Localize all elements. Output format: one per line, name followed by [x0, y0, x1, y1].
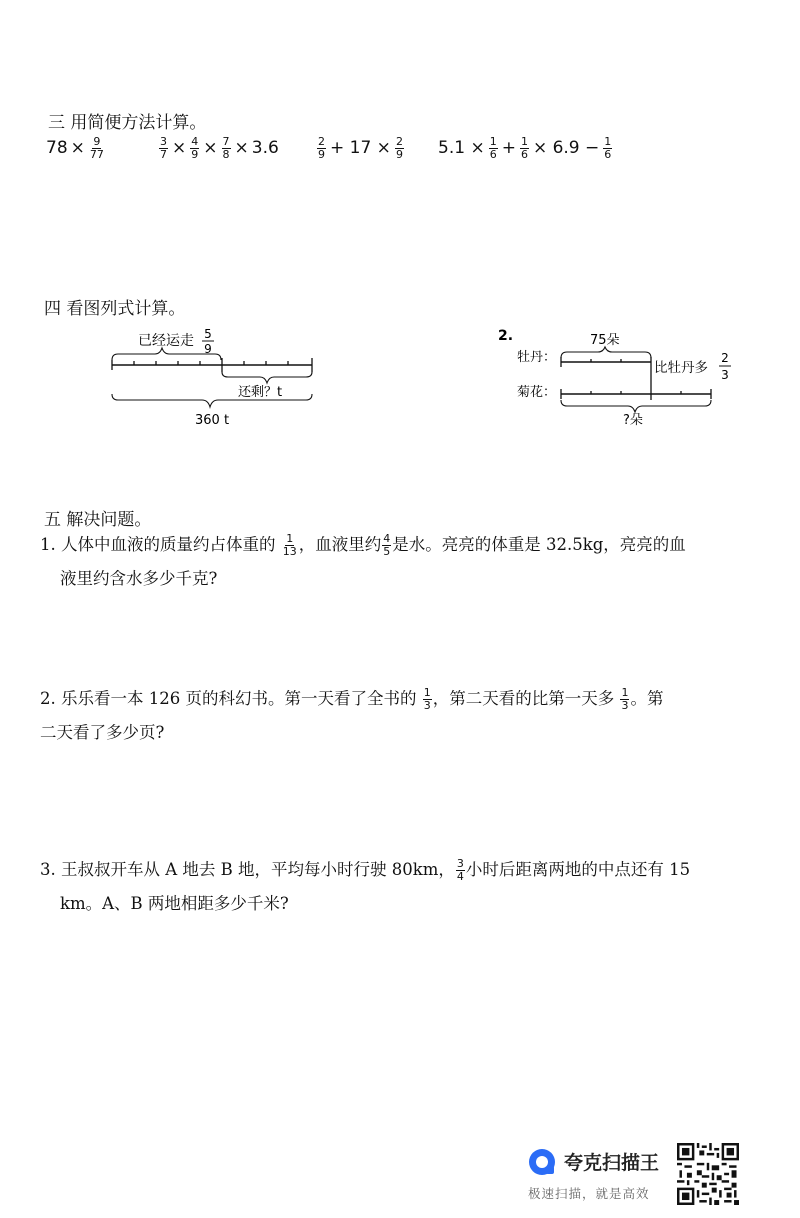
fraction: $\frac{1}{3}$	[423, 686, 431, 712]
fraction: $\frac{1}{13}$	[282, 532, 297, 558]
section-4-title: 四 看图列式计算。	[44, 299, 186, 319]
fraction: $\frac{2}{9}$	[395, 135, 403, 161]
more-than-label: 比牡丹多	[654, 360, 708, 376]
qr-code-icon	[677, 1143, 739, 1205]
operator: ×	[203, 138, 218, 159]
operator: +	[501, 138, 516, 159]
fraction: $\frac{4}{5}$	[383, 532, 391, 558]
chrysanthemum-label: 菊花：	[517, 385, 557, 400]
fraction-denominator: 3	[721, 368, 729, 382]
problem-3-line-2: km。A、B 两地相距多少千米?	[60, 894, 289, 913]
fraction-numerator: 2	[721, 351, 729, 365]
section-5-title: 五 解决问题。	[44, 510, 152, 530]
fraction: $\frac{1}{6}$	[604, 135, 612, 161]
fraction: $\frac{2}{9}$	[318, 135, 325, 161]
operator-group: × 6.9 −	[532, 138, 600, 159]
fraction: $\frac{9}{77}$	[89, 135, 104, 161]
problem-2-line-1: 2. 乐乐看一本 126 页的科幻书。第一天看了全书的 $\frac{1}{3}$ ，第二天看的比第一天多 $\frac{1}{3}$ 。第	[40, 686, 664, 712]
scanner-watermark	[524, 1142, 799, 1208]
line-diagram-1	[100, 320, 330, 430]
problem-3-line-1: 3. 王叔叔开车从 A 地去 B 地，平均每小时行驶 80km， $\frac{3}{4}$ 小时后距离两地的中点还有 15	[40, 857, 691, 883]
operand: 78	[46, 138, 68, 159]
chrysanthemum-brace	[561, 400, 711, 412]
remaining-brace	[222, 372, 312, 383]
peony-brace	[561, 347, 651, 358]
peony-count-label: 75朵	[590, 333, 620, 348]
fraction-numerator: 5	[204, 327, 212, 341]
fraction: $\frac{7}{8}$	[222, 135, 230, 161]
problem-3	[40, 853, 690, 921]
problem-1-line-1: 1. 人体中血液的质量约占体重的 $\frac{1}{13}$ ，血液里约 $\frac{4}{5}$ 是水。亮亮的体重是 32.5kg，亮亮的血	[40, 532, 686, 558]
brand-name: 夸克扫描王	[564, 1152, 660, 1174]
line-diagram-2	[495, 322, 735, 430]
fraction: $\frac{1}{6}$	[520, 135, 528, 161]
operator: ×	[234, 138, 249, 159]
fraction-denominator: 9	[204, 342, 212, 356]
section-3-title: 三 用简便方法计算。	[48, 113, 207, 133]
operand: 3.6	[251, 138, 279, 159]
fraction: $\frac{1}{3}$	[621, 686, 629, 712]
peony-label: 牡丹：	[517, 350, 557, 365]
brand-slogan: 极速扫描，就是高效	[528, 1186, 650, 1201]
fraction: $\frac{4}{9}$	[191, 135, 199, 161]
fraction: $\frac{3}{4}$	[456, 857, 464, 883]
expression-1	[46, 136, 106, 160]
total-label: 360 t	[195, 413, 230, 428]
operator: ×	[172, 138, 187, 159]
expression-4	[438, 136, 613, 160]
operator-group: + 17 ×	[330, 138, 391, 159]
diagram-number: 2.	[498, 328, 514, 344]
problem-2-line-2: 二天看了多少页?	[40, 723, 165, 742]
unknown-count-label: ?朵	[623, 413, 643, 428]
transported-label: 已经运走	[138, 333, 194, 349]
expression-3	[316, 136, 405, 160]
quark-logo-icon	[526, 1146, 558, 1178]
operator-group: 5.1 ×	[438, 138, 485, 159]
fraction: $\frac{1}{6}$	[489, 135, 497, 161]
fraction: $\frac{3}{7}$	[160, 135, 167, 161]
problem-1-line-2: 液里约含水多少千克?	[60, 569, 218, 588]
expression-2	[158, 136, 279, 160]
problem-2	[40, 682, 663, 750]
operator: ×	[70, 138, 85, 159]
remaining-label: 还剩？t	[238, 385, 283, 400]
problem-1	[40, 528, 686, 596]
